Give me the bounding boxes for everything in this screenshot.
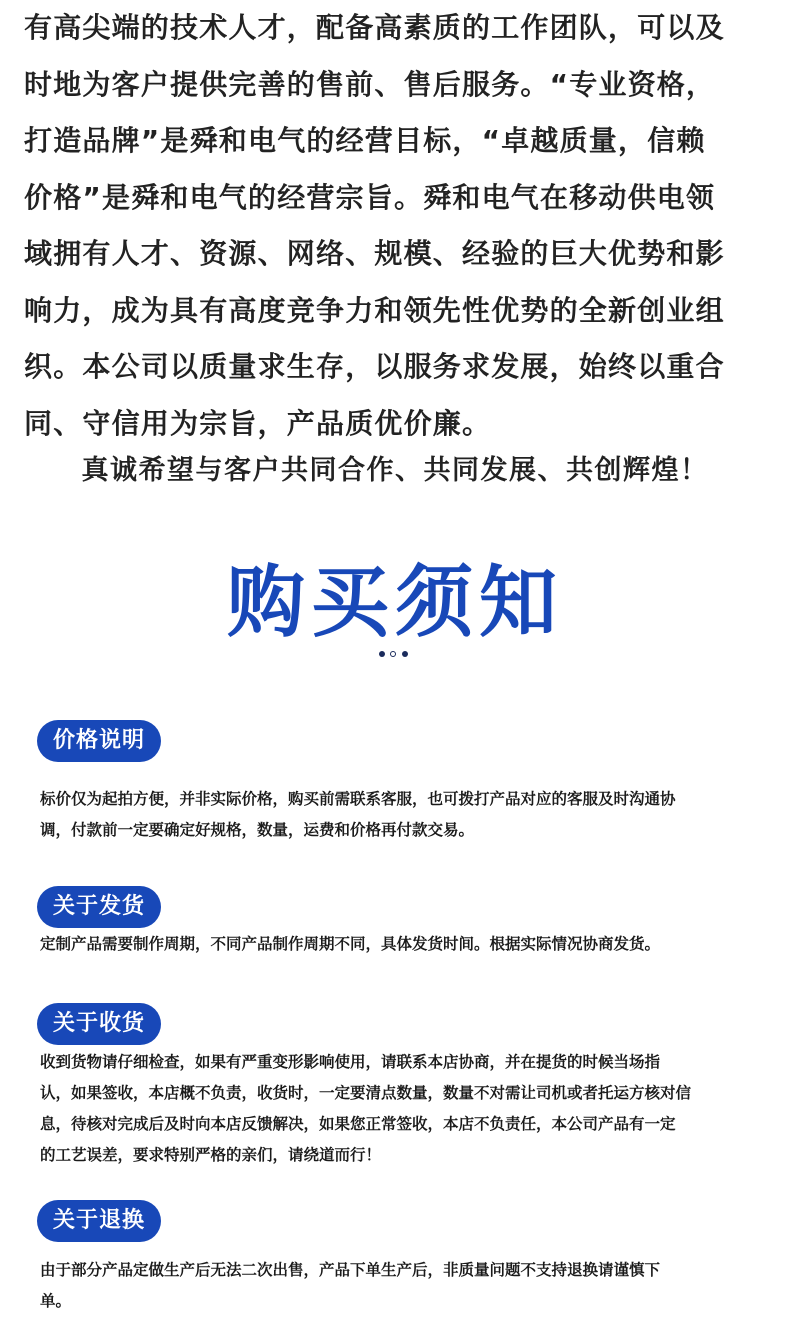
paragraph-line: 由于部分产品定做生产后无法二次出售，产品下单生产后，非质量问题不支持退换请谨慎下 bbox=[40, 1261, 661, 1279]
paragraph-line: 收到货物请仔细检查，如果有严重变形影响使用，请联系本店协商，并在提货的时候当场指 bbox=[40, 1053, 661, 1071]
receiving-heading: 关于收货 bbox=[37, 1003, 161, 1045]
paragraph-line: 的工艺误差，要求特别严格的亲们，请绕道而行！ bbox=[40, 1146, 382, 1164]
purchase-notice-title: 购买须知 bbox=[226, 558, 563, 648]
intro-line: 织。本公司以质量求生存，以服务求发展，始终以重合 bbox=[24, 350, 725, 383]
company-intro bbox=[24, 0, 774, 452]
paragraph-line: 认，如果签收，本店概不负责，收货时，一定要清点数量，数量不对需让司机或者托运方核对信 bbox=[40, 1084, 692, 1102]
price-note-heading: 价格说明 bbox=[37, 720, 161, 762]
shipping-text bbox=[40, 929, 762, 960]
intro-line: 同、守信用为宗旨，产品质优价廉。 bbox=[24, 406, 492, 440]
dot-icon bbox=[402, 651, 408, 657]
returns-heading: 关于退换 bbox=[37, 1200, 161, 1242]
dot-icon bbox=[390, 651, 396, 657]
intro-line: 有高尖端的技术人才，配备高素质的工作团队，可以及 bbox=[24, 11, 725, 44]
paragraph-line: 单。 bbox=[40, 1292, 72, 1310]
paragraph-line: 标价仅为起拍方便，并非实际价格，购买前需联系客服，也可拨打产品对应的客服及时沟通协 bbox=[40, 790, 676, 808]
closing-slogan: 真诚希望与客户共同合作、共同发展、共创辉煌！ bbox=[81, 455, 709, 486]
intro-line: 打造品牌”是舜和电气的经营目标，“卓越质量，信赖 bbox=[24, 124, 706, 157]
intro-line: 域拥有人才、资源、网络、规模、经验的巨大优势和影 bbox=[24, 237, 725, 270]
intro-line: 响力，成为具有高度竞争力和领先性优势的全新创业组 bbox=[24, 293, 725, 327]
paragraph-line: 息，待核对完成后及时向本店反馈解决，如果您正常签收，本店不负责任，本公司产品有一定 bbox=[40, 1115, 676, 1133]
price-note-text bbox=[40, 784, 762, 846]
intro-line: 价格”是舜和电气的经营宗旨。舜和电气在移动供电领 bbox=[24, 180, 716, 214]
paragraph-line: 调，付款前一定要确定好规格，数量，运费和价格再付款交易。 bbox=[40, 821, 475, 839]
decorative-dots bbox=[376, 650, 416, 660]
receiving-text bbox=[40, 1047, 762, 1171]
returns-text bbox=[40, 1255, 762, 1317]
intro-line: 时地为客户提供完善的售前、售后服务。“专业资格， bbox=[24, 67, 716, 101]
paragraph-line: 定制产品需要制作周期，不同产品制作周期不同，具体发货时间。根据实际情况协商发货。 bbox=[40, 935, 661, 953]
shipping-heading: 关于发货 bbox=[37, 886, 161, 928]
dot-icon bbox=[379, 651, 385, 657]
